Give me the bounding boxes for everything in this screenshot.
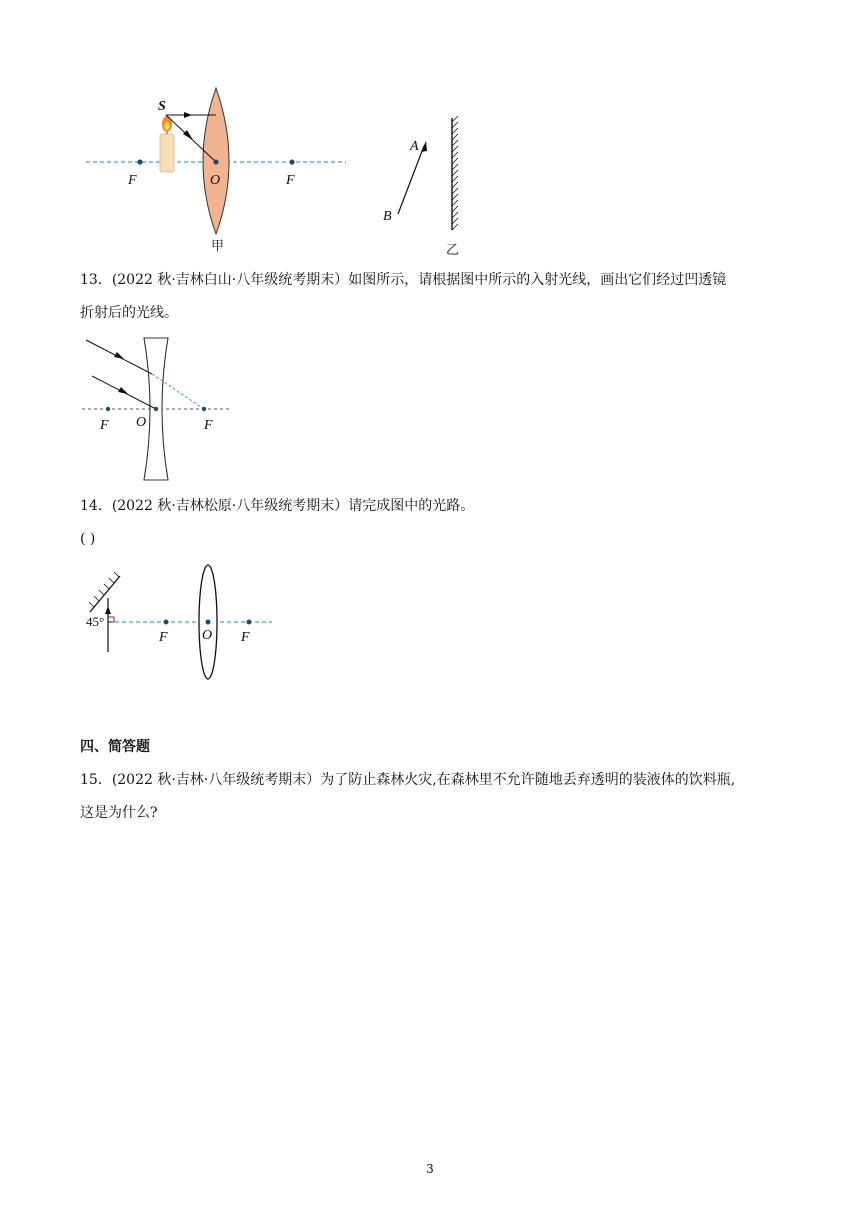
- label-F-left: F: [128, 173, 137, 188]
- label-A: A: [410, 139, 419, 154]
- caption-yi: 乙: [446, 243, 460, 258]
- mirror-hatching: [452, 116, 458, 230]
- label-O: O: [202, 628, 213, 643]
- arrow-head-up: [105, 606, 111, 614]
- section-heading: 四、简答题: [80, 739, 150, 755]
- focus-point-left: [106, 407, 110, 411]
- focus-point-left: [164, 620, 169, 625]
- q15-text-line2: 这是为什么?: [80, 805, 158, 821]
- label-F-right: F: [241, 630, 250, 645]
- arrow-head-parallel: [184, 112, 192, 118]
- object-AB: [398, 146, 424, 214]
- q13-text-line2: 折射后的光线。: [80, 305, 178, 321]
- arrow-head-upper: [114, 352, 124, 359]
- optical-center-point: [213, 159, 218, 164]
- arrow-head-center: [183, 130, 193, 140]
- q14-answer-blank[interactable]: ( ): [80, 531, 96, 547]
- focus-point-left: [137, 159, 142, 164]
- candle-body: [160, 134, 174, 172]
- label-O: O: [210, 173, 221, 188]
- label-O: O: [136, 415, 147, 430]
- label-angle-45: 45°: [86, 614, 105, 629]
- caption-jia: 甲: [211, 239, 225, 254]
- label-S: S: [158, 99, 166, 114]
- candle-flame-core: [165, 122, 170, 130]
- focus-point-right: [289, 159, 294, 164]
- figure-12: [80, 84, 480, 262]
- optical-center-point: [206, 620, 211, 625]
- right-angle-marker: [108, 617, 114, 622]
- optical-center-point: [154, 407, 158, 411]
- arrow-head-A: [421, 141, 427, 152]
- q14-text-line1: 14．(2022 秋·吉林松原·八年级统考期末）请完成图中的光路。: [80, 498, 475, 514]
- arrow-head-lower: [118, 387, 128, 394]
- label-F-right: F: [204, 418, 213, 433]
- label-F-left: F: [159, 630, 168, 645]
- focus-point-right: [247, 620, 252, 625]
- plane-mirror-45: [90, 576, 120, 612]
- focus-point-right: [202, 407, 206, 411]
- q13-text-line1: 13．(2022 秋·吉林白山·八年级统考期末）如图所示，请根据图中所示的入射光线，画出它们经过凹透镜: [80, 272, 727, 288]
- label-F-left: F: [100, 418, 109, 433]
- page-number: 3: [426, 1162, 434, 1176]
- figure-13: [80, 336, 240, 484]
- mirror-hatching: [89, 572, 119, 607]
- figure-14: [80, 562, 280, 686]
- label-F-right: F: [286, 173, 295, 188]
- q15-text-line1: 15．(2022 秋·吉林·八年级统考期末）为了防止森林火灾,在森林里不允许随地丢弃透明的装液体的饮料瓶,: [80, 772, 736, 788]
- label-B: B: [383, 209, 392, 224]
